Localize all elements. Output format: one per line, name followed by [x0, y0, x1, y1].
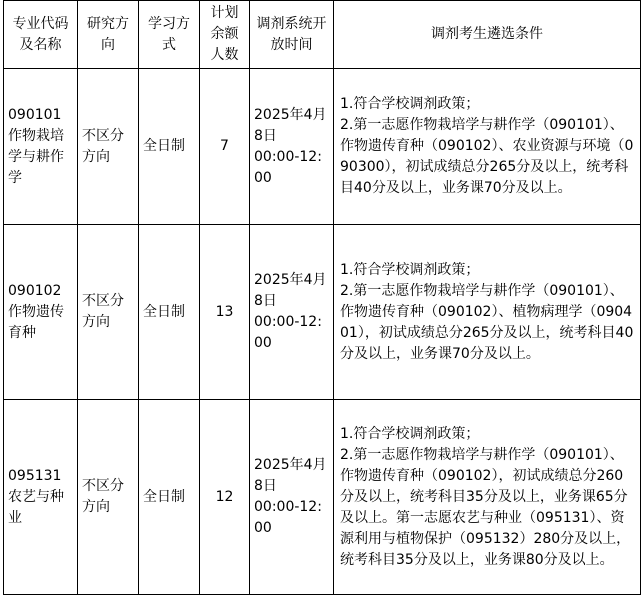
research-direction: 不区分方向: [78, 400, 139, 595]
study-mode: 全日制: [139, 69, 200, 225]
major-code: 090101: [8, 106, 62, 123]
major-name: 作物遗传育种: [8, 303, 64, 341]
header-selection-criteria: 调剂考生遴选条件: [334, 1, 641, 69]
criteria-item: 2.第一志愿作物栽培学与耕作学（090101）、作物遗传育种（090102）、植物病理学（090401），初试成绩总分265分及以上，统考科目40分及以上，业务课70分及以上。: [340, 282, 634, 362]
open-date: 2025年4月8日: [254, 457, 327, 494]
table-row: [4, 69, 641, 225]
major-name: 农艺与种业: [8, 488, 64, 526]
header-research-direction: 研究方向: [78, 1, 139, 69]
table-row: [4, 225, 641, 400]
selection-criteria: [334, 69, 641, 225]
table-header-row: [4, 1, 641, 69]
header-system-open-time: 调剂系统开放时间: [250, 1, 334, 69]
major-code: 090102: [8, 282, 62, 299]
adjustment-table: [3, 0, 641, 595]
open-time-cell: [250, 69, 334, 225]
major-code: 095131: [8, 467, 62, 484]
major-cell: [4, 225, 78, 400]
research-direction: 不区分方向: [78, 69, 139, 225]
remaining-quota: 13: [200, 225, 250, 400]
header-remaining-quota: 计划余额人数: [200, 1, 250, 69]
criteria-item: 1.符合学校调剂政策；: [340, 261, 480, 278]
major-name: 作物栽培学与耕作学: [8, 127, 64, 186]
research-direction: 不区分方向: [78, 225, 139, 400]
open-time: 00:00-12:00: [254, 314, 322, 351]
header-study-mode: 学习方式: [139, 1, 200, 69]
open-time-cell: [250, 400, 334, 595]
criteria-item: 1.符合学校调剂政策；: [340, 96, 480, 112]
selection-criteria: [334, 400, 641, 595]
open-time-cell: [250, 225, 334, 400]
selection-criteria: [334, 225, 641, 400]
open-time: 00:00-12:00: [254, 148, 322, 186]
major-cell: [4, 69, 78, 225]
study-mode: 全日制: [139, 400, 200, 595]
criteria-item: 2.第一志愿作物栽培学与耕作学（090101）、作物遗传育种（090102）、农业资源与环境（090300），初试成绩总分265分及以上，统考科目40分及以上，业务课70分及以上。: [340, 117, 634, 196]
open-date: 2025年4月8日: [254, 106, 327, 144]
open-time: 00:00-12:00: [254, 499, 322, 536]
study-mode: 全日制: [139, 225, 200, 400]
criteria-item: 2.第一志愿作物栽培学与耕作学（090101）、作物遗传育种（090102），初试成绩总分260分及以上，统考科目35分及以上，业务课65分及以上。第一志愿农艺与种业（095131）、资源利用与植物保护（095132）280分及以上，统考科目35分及以上，业务课80分及以上。: [340, 446, 631, 568]
open-date: 2025年4月8日: [254, 272, 327, 309]
criteria-item: 1.符合学校调剂政策；: [340, 425, 480, 442]
table-row: [4, 400, 641, 595]
header-major-code: 专业代码及名称: [4, 1, 78, 69]
remaining-quota: 12: [200, 400, 250, 595]
major-cell: [4, 400, 78, 595]
remaining-quota: 7: [200, 69, 250, 225]
